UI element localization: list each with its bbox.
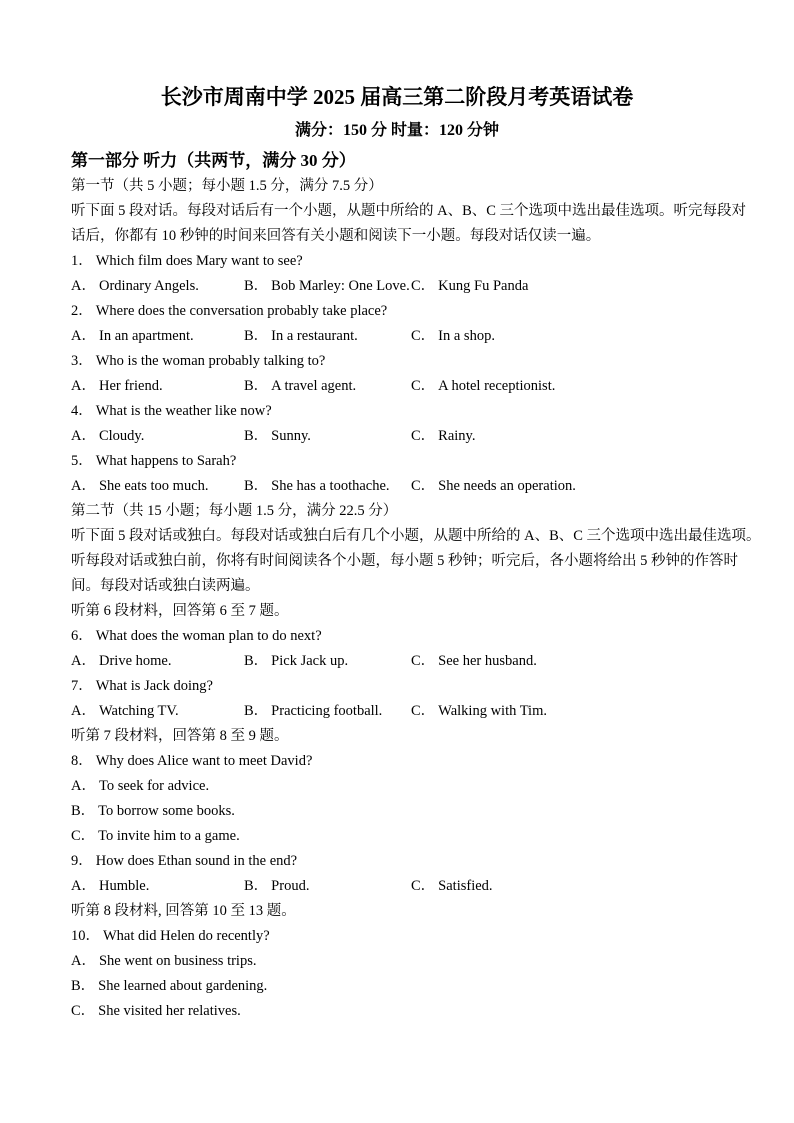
score-time-subtitle: 满分：150 分 时量：120 分钟 [294,122,499,139]
question-1-number: 1． [71,253,93,269]
question-2-option-c [411,324,723,349]
option-text: She has a toothache. [271,478,390,494]
question-8-text: Why does Alice want to meet David? [95,753,313,769]
option-label: C． [411,328,436,344]
question-2-option-a [71,324,244,349]
option-label: B． [244,703,269,719]
section2-instructions-line1: 听下面 5 段对话或独白。每段对话或独白后有几个小题，从题中所给的 A、B、C 三个选项中选出最佳选项。 [71,528,761,544]
question-5-text: What happens to Sarah? [95,453,237,469]
question-3-option-c [411,374,723,399]
option-text: Ordinary Angels. [98,278,199,294]
option-text: See her husband. [438,653,537,669]
question-9-text: How does Ethan sound in the end? [95,853,298,869]
question-5-stem [71,449,723,474]
question-4-option-b [244,424,411,449]
question-8-stem [71,749,723,774]
option-label: A． [71,703,96,719]
question-3-options [71,374,723,399]
option-text: A hotel receptionist. [438,378,556,394]
question-6-option-a [71,649,244,674]
option-text: She eats too much. [98,478,209,494]
option-text: Sunny. [271,428,311,444]
question-4-stem [71,399,723,424]
section1-instructions-line1: 听下面 5 段对话。每段对话后有一个小题，从题中所给的 A、B、C 三个选项中选出最佳选项。听完每段对 [71,203,747,219]
question-5-option-a [71,474,244,499]
question-3-text: Who is the woman probably talking to? [95,353,326,369]
option-label: C． [411,703,436,719]
option-label: A． [71,953,96,969]
option-label: C． [71,828,96,844]
option-label: C． [411,478,436,494]
question-8-option-a [71,774,723,799]
option-label: A． [71,328,96,344]
question-6-stem [71,624,723,649]
question-3-option-b [244,374,411,399]
option-label: C． [411,428,436,444]
option-label: B． [244,328,269,344]
question-9-number: 9． [71,853,93,869]
option-label: C． [411,278,436,294]
question-1-option-c [411,274,723,299]
option-text: Bob Marley: One Love. [271,278,410,294]
option-text: In a shop. [438,328,495,344]
option-label: B． [244,478,269,494]
section1-instructions-line2: 话后，你都有 10 秒钟的时间来回答有关小题和阅读下一小题。每段对话仅读一遍。 [71,228,601,244]
option-label: A． [71,378,96,394]
option-text: Rainy. [438,428,476,444]
option-text: Drive home. [98,653,172,669]
option-label: C． [411,878,436,894]
question-5-option-b [244,474,411,499]
option-text: Kung Fu Panda [438,278,529,294]
question-7-option-b [244,699,411,724]
option-label: C． [411,653,436,669]
question-7-stem [71,674,723,699]
question-6-number: 6． [71,628,93,644]
option-text: She went on business trips. [98,953,257,969]
question-3-option-a [71,374,244,399]
option-text: Her friend. [98,378,163,394]
question-5-options [71,474,723,499]
question-4-option-c [411,424,723,449]
option-label: B． [71,978,96,994]
question-7-text: What is Jack doing? [95,678,213,694]
part1-heading: 第一部分 听力（共两节，满分 30 分） [71,151,356,170]
option-label: A． [71,278,96,294]
material-8-intro: 听第 8 段材料, 回答第 10 至 13 题。 [71,903,296,919]
question-6-text: What does the woman plan to do next? [95,628,322,644]
option-label: A． [71,653,96,669]
question-10-text: What did Helen do recently? [103,928,270,944]
section2-heading: 第二节（共 15 小题；每小题 1.5 分，满分 22.5 分） [71,503,398,519]
question-1-option-b [244,274,411,299]
question-2-stem [71,299,723,324]
option-text: To borrow some books. [98,803,235,819]
option-text: Humble. [98,878,150,894]
question-9-options [71,874,723,899]
question-10-option-b [71,974,723,999]
option-label: B． [244,278,269,294]
question-10-stem [71,924,723,949]
option-text: A travel agent. [271,378,357,394]
option-label: B． [244,653,269,669]
body-text [71,174,761,1024]
option-text: Proud. [271,878,310,894]
question-3-stem [71,349,723,374]
page-title: 长沙市周南中学 2025 届高三第二阶段月考英语试卷 [160,85,634,109]
question-10-number: 10． [71,928,100,944]
question-6-options [71,649,723,674]
question-9-option-a [71,874,244,899]
question-8-option-c [71,824,723,849]
option-label: B． [244,378,269,394]
option-label: C． [71,1003,96,1019]
question-7-options [71,699,723,724]
option-label: C． [411,378,436,394]
option-label: A． [71,878,96,894]
question-10-option-c [71,999,723,1024]
option-text: Practicing football. [271,703,383,719]
material-6-intro: 听第 6 段材料，回答第 6 至 7 题。 [71,603,289,619]
option-text: Satisfied. [438,878,493,894]
option-text: She visited her relatives. [98,1003,241,1019]
question-5-number: 5． [71,453,93,469]
question-2-options [71,324,723,349]
question-7-number: 7． [71,678,93,694]
option-text: To seek for advice. [98,778,210,794]
question-4-text: What is the weather like now? [95,403,272,419]
option-label: B． [71,803,96,819]
section1-heading: 第一节（共 5 小题；每小题 1.5 分，满分 7.5 分） [71,178,383,194]
question-3-number: 3． [71,353,93,369]
question-2-text: Where does the conversation probably take place? [95,303,388,319]
option-text: To invite him to a game. [98,828,240,844]
option-text: In an apartment. [98,328,194,344]
option-label: A． [71,428,96,444]
question-2-number: 2． [71,303,93,319]
question-8-number: 8． [71,753,93,769]
question-9-option-c [411,874,723,899]
option-text: She learned about gardening. [98,978,268,994]
section2-instructions-line3: 间。每段对话或独白读两遍。 [71,578,260,594]
section2-instructions-line2: 听每段对话或独白前，你将有时间阅读各个小题，每小题 5 秒钟；听完后，各小题将给出 5 秒钟的作答时 [71,553,738,569]
question-1-options [71,274,723,299]
option-label: A． [71,478,96,494]
question-1-text: Which film does Mary want to see? [95,253,303,269]
question-7-option-c [411,699,723,724]
question-4-option-a [71,424,244,449]
option-text: In a restaurant. [271,328,358,344]
option-label: B． [244,428,269,444]
question-8-option-b [71,799,723,824]
option-label: B． [244,878,269,894]
option-text: Cloudy. [98,428,145,444]
question-7-option-a [71,699,244,724]
material-7-intro: 听第 7 段材料，回答第 8 至 9 题。 [71,728,289,744]
question-6-option-c [411,649,723,674]
option-label: A． [71,778,96,794]
option-text: Walking with Tim. [438,703,547,719]
question-9-option-b [244,874,411,899]
question-1-option-a [71,274,244,299]
question-5-option-c [411,474,723,499]
option-text: Pick Jack up. [271,653,349,669]
question-9-stem [71,849,723,874]
question-4-number: 4． [71,403,93,419]
question-4-options [71,424,723,449]
question-1-stem [71,249,723,274]
question-6-option-b [244,649,411,674]
question-2-option-b [244,324,411,349]
option-text: Watching TV. [98,703,179,719]
option-text: She needs an operation. [438,478,576,494]
question-10-option-a [71,949,723,974]
